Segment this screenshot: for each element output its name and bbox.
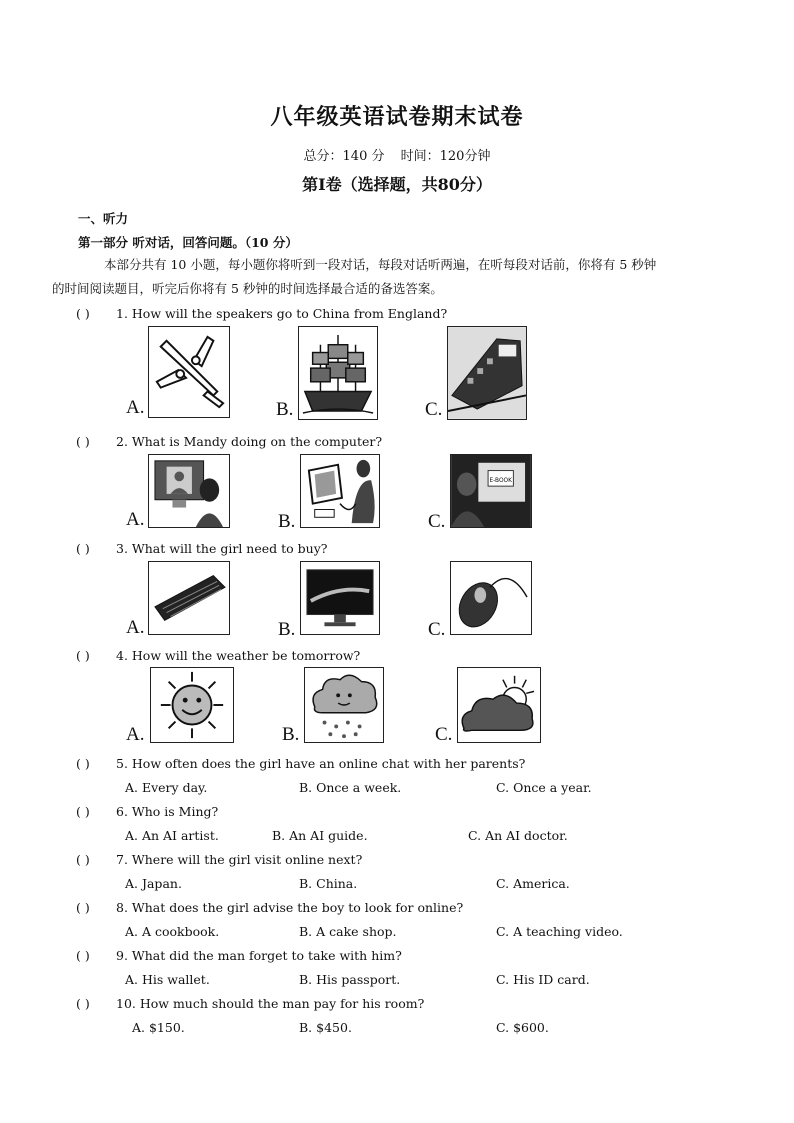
- option-label: C.: [428, 619, 446, 640]
- answer-blank[interactable]: ( ): [76, 996, 90, 1011]
- answer-blank[interactable]: ( ): [76, 948, 90, 963]
- option-label: B.: [282, 724, 300, 745]
- option-c[interactable]: C. America.: [496, 876, 570, 891]
- question-text: 4. How will the weather be tomorrow?: [116, 648, 361, 663]
- question-text: 9. What did the man forget to take with him?: [116, 948, 402, 963]
- ebook-text: E-BOOK: [489, 478, 512, 485]
- question-7: [76, 852, 362, 867]
- question-text: 7. Where will the girl visit online next?: [116, 852, 363, 867]
- option-a[interactable]: A. His wallet.: [125, 972, 210, 987]
- instructions: [52, 253, 718, 301]
- question-text: 6. Who is Ming?: [116, 804, 219, 819]
- section-heading: 一、听力: [78, 211, 129, 226]
- instructions-line-2: 的时间阅读题目，听完后你将有 5 秒钟的时间选择最合适的备选答案。: [52, 281, 443, 296]
- computer-repair-icon: [300, 454, 380, 528]
- option-a[interactable]: A. Japan.: [125, 876, 182, 891]
- question-text: 8. What does the girl advise the boy to look for online?: [116, 900, 464, 915]
- volume-heading: 第Ⅰ卷（选择题，共80分）: [302, 175, 492, 194]
- answer-blank[interactable]: ( ): [76, 541, 90, 556]
- question-1: [76, 306, 447, 321]
- answer-blank[interactable]: ( ): [76, 434, 90, 449]
- question-9: [76, 948, 402, 963]
- option-label: C.: [425, 399, 443, 420]
- question-2: [76, 434, 382, 449]
- part-heading: 第一部分 听对话，回答问题。（10 分）: [78, 235, 298, 250]
- question-text: 3. What will the girl need to buy?: [116, 541, 328, 556]
- option-c[interactable]: C. His ID card.: [496, 972, 590, 987]
- option-label: B.: [276, 399, 294, 420]
- instructions-line-1: 本部分共有 10 小题，每小题你将听到一段对话，每段对话听两遍，在听每段对话前，你将有 5 秒钟: [104, 257, 657, 272]
- exam-info: [0, 145, 794, 164]
- airplane-icon: [148, 326, 230, 418]
- answer-blank[interactable]: ( ): [76, 852, 90, 867]
- answer-blank[interactable]: ( ): [76, 804, 90, 819]
- question-text: 1. How will the speakers go to China from England?: [116, 306, 448, 321]
- answer-blank[interactable]: ( ): [76, 900, 90, 915]
- question-text: 5. How often does the girl have an online chat with her parents?: [116, 756, 526, 771]
- option-b[interactable]: B. His passport.: [299, 972, 401, 987]
- question-text: 2. What is Mandy doing on the computer?: [116, 434, 383, 449]
- option-label: A.: [126, 509, 145, 530]
- video-chat-icon: [148, 454, 230, 528]
- ebook-reading-icon: [450, 454, 532, 528]
- exam-title: 八年级英语试卷期末试卷: [270, 104, 524, 130]
- option-b[interactable]: B. $450.: [299, 1020, 352, 1035]
- train-icon: [447, 326, 527, 420]
- option-a[interactable]: A. $150.: [132, 1020, 185, 1035]
- option-label: A.: [126, 397, 145, 418]
- option-c[interactable]: C. An AI doctor.: [468, 828, 568, 843]
- rain-cloud-icon: [304, 667, 384, 743]
- mouse-icon: [450, 561, 532, 635]
- cloudy-sun-icon: [457, 667, 541, 743]
- answer-blank[interactable]: ( ): [76, 306, 90, 321]
- exam-time: 时间：120分钟: [400, 149, 491, 164]
- monitor-icon: [300, 561, 380, 635]
- option-label: B.: [278, 511, 296, 532]
- total-score: 总分：140 分: [303, 149, 385, 164]
- option-label: C.: [428, 511, 446, 532]
- option-a[interactable]: A. An AI artist.: [125, 828, 219, 843]
- question-3: [76, 541, 327, 556]
- option-c[interactable]: C. $600.: [496, 1020, 549, 1035]
- sun-icon: [150, 667, 234, 743]
- keyboard-icon: [148, 561, 230, 635]
- option-label: C.: [435, 724, 453, 745]
- option-b[interactable]: B. Once a week.: [299, 780, 402, 795]
- question-5: [76, 756, 525, 771]
- answer-blank[interactable]: ( ): [76, 756, 90, 771]
- question-6: [76, 804, 218, 819]
- question-10: [76, 996, 424, 1011]
- option-b[interactable]: B. A cake shop.: [299, 924, 397, 939]
- option-label: A.: [126, 724, 145, 745]
- option-label: A.: [126, 617, 145, 638]
- option-a[interactable]: A. A cookbook.: [125, 924, 220, 939]
- answer-blank[interactable]: ( ): [76, 648, 90, 663]
- question-8: [76, 900, 463, 915]
- option-c[interactable]: C. A teaching video.: [496, 924, 623, 939]
- option-label: B.: [278, 619, 296, 640]
- option-c[interactable]: C. Once a year.: [496, 780, 592, 795]
- option-a[interactable]: A. Every day.: [125, 780, 208, 795]
- sailing-ship-icon: [298, 326, 378, 420]
- question-4: [76, 648, 360, 663]
- option-b[interactable]: B. An AI guide.: [272, 828, 368, 843]
- question-text: 10. How much should the man pay for his room?: [116, 996, 425, 1011]
- option-b[interactable]: B. China.: [299, 876, 358, 891]
